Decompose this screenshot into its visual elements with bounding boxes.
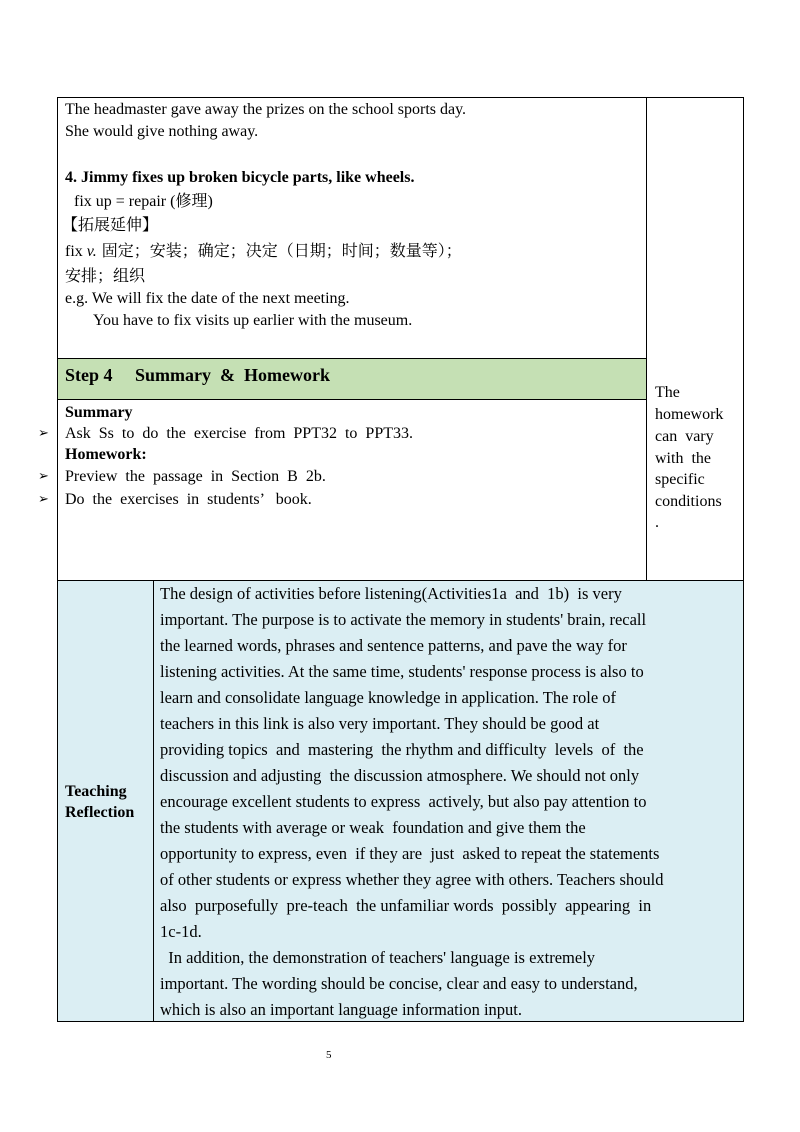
fixup-definition: fix up = repair (修理) <box>74 191 213 210</box>
step4-title: Step 4 Summary & Homework <box>65 365 330 385</box>
example-sentence: The headmaster gave away the prizes on the school sports day. <box>65 101 467 118</box>
summary-label: Summary <box>65 404 133 421</box>
extension-label: 【拓展延伸】 <box>62 215 159 234</box>
reflection-line: which is also an important language information input. <box>160 1000 523 1019</box>
reflection-label: Teaching <box>65 783 127 800</box>
reflection-line: 1c-1d. <box>160 922 202 941</box>
list-item: Ask Ss to do the exercise from PPT32 to PPT33. <box>65 425 413 442</box>
list-item: Preview the passage in Section B 2b. <box>65 468 326 485</box>
note-line: conditions <box>655 493 722 510</box>
reflection-line: encourage excellent students to express actively, but also pay attention to <box>160 792 647 811</box>
bullet-arrow-icon: ➢ <box>38 426 49 441</box>
example-sentence: You have to fix visits up earlier with the museum. <box>93 312 413 329</box>
page-number: 5 <box>326 1049 332 1061</box>
reflection-line: opportunity to express, even if they are just asked to repeat the statements <box>160 844 660 863</box>
reflection-line: In addition, the demonstration of teachers' language is extremely <box>160 948 596 967</box>
point-heading: 4. Jimmy fixes up broken bicycle parts, like wheels. <box>65 169 415 186</box>
fix-definition-cont: 安排；组织 <box>65 266 146 285</box>
bullet-arrow-icon: ➢ <box>38 492 49 507</box>
reflection-label: Reflection <box>65 804 135 821</box>
note-line: homework <box>655 406 724 423</box>
homework-label: Homework: <box>65 446 147 463</box>
note-line: with the <box>655 450 711 467</box>
reflection-line: learn and consolidate language knowledge in application. The role of <box>160 688 617 707</box>
reflection-line: listening activities. At the same time, students' response process is also to <box>160 662 644 681</box>
note-line: can vary <box>655 428 714 445</box>
note-line: The <box>655 384 680 401</box>
example-sentence: She would give nothing away. <box>65 123 259 140</box>
note-line: . <box>655 514 659 531</box>
reflection-line: also purposefully pre-teach the unfamiliar words possibly appearing in <box>160 896 652 915</box>
reflection-line: of other students or express whether they agree with others. Teachers should <box>160 870 664 889</box>
fix-definition: fix v. 固定；安装；确定；决定（日期；时间；数量等）； <box>65 241 462 260</box>
reflection-line: The design of activities before listening(Activities1a and 1b) is very <box>160 584 622 603</box>
reflection-line: the learned words, phrases and sentence patterns, and pave the way for <box>160 636 627 655</box>
reflection-line: important. The wording should be concise, clear and easy to understand, <box>160 974 638 993</box>
example-sentence: e.g. We will fix the date of the next meeting. <box>65 290 350 307</box>
reflection-line: discussion and adjusting the discussion atmosphere. We should not only <box>160 766 640 785</box>
reflection-line: the students with average or weak foundation and give them the <box>160 818 586 837</box>
reflection-line: important. The purpose is to activate the memory in students' brain, recall <box>160 610 647 629</box>
bullet-arrow-icon: ➢ <box>38 469 49 484</box>
reflection-line: teachers in this link is also very important. They should be good at <box>160 714 600 733</box>
list-item: Do the exercises in students’ book. <box>65 491 312 508</box>
note-line: specific <box>655 471 705 488</box>
reflection-line: providing topics and mastering the rhythm and difficulty levels of the <box>160 740 644 759</box>
